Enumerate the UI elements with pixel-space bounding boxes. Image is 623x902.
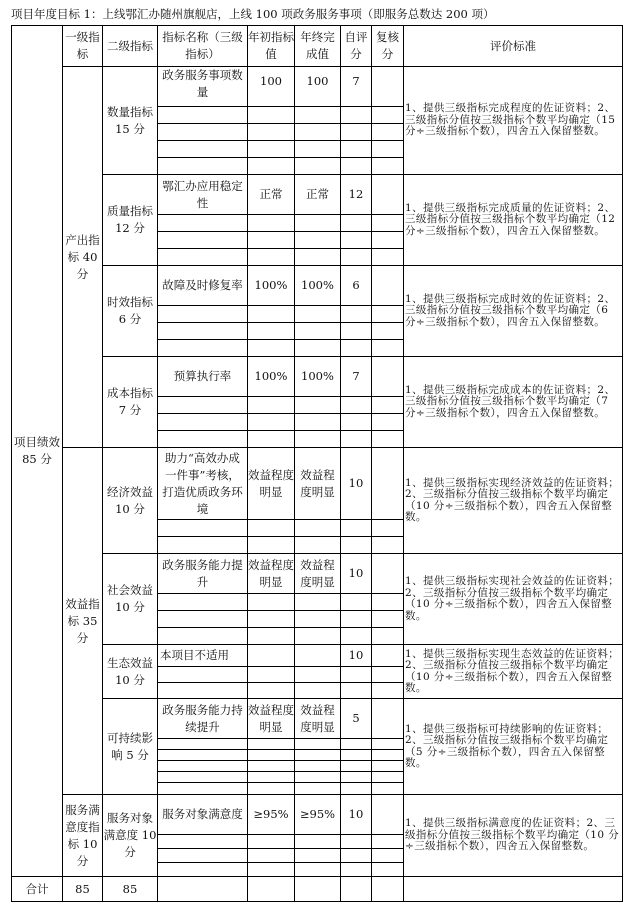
header-row [12,26,623,67]
table-row [12,266,623,306]
indicator-name: 故障及时修复率 [158,266,248,306]
criteria-text: 1、提供三级指标实现经济效益的佐证资料；2、三级指标分值按三级指标个数平均确定（10 分÷三级指标个数），四舍五入保留整数。 [404,448,623,554]
self-score: 10 [341,645,372,667]
project-goal: 项目年度目标 1：上线鄂汇办随州旗舰店，上线 100 项政务服务事项（即服务总数达 200 项） [11,7,495,21]
table-row [12,699,623,739]
header-self-score: 自评分 [341,26,372,67]
indicator-name: 本项目不适用 [158,645,248,667]
level2-timeliness: 时效指标 6 分 [103,266,158,357]
total-level2: 85 [103,877,158,902]
table-row [12,357,623,397]
initial-value: 效益程度明显 [248,699,295,739]
review-score [372,448,404,520]
level2-sustainable: 可持续影响 5 分 [103,699,158,795]
indicator-name: 政务服务事项数量 [158,67,248,107]
initial-value: 正常 [248,175,295,215]
total-label: 合计 [12,877,63,902]
final-value: 效益程度明显 [295,554,341,594]
final-value: ≥95% [295,795,341,835]
final-value: 效益程度明显 [295,699,341,739]
indicator-name: 服务对象满意度 [158,795,248,835]
table-row [12,175,623,215]
level2-quality: 质量指标 12 分 [103,175,158,266]
self-score: 7 [341,67,372,107]
header-review-score: 复核分 [372,26,404,67]
header-level1: 一级指标 [63,26,103,67]
level2-ecological: 生态效益 10 分 [103,645,158,699]
criteria-text: 1、提供三级指标完成成本的佐证资料；2、三级指标分值按三级指标个数平均确定（7 分÷三级指标个数），四舍五入保留整数。 [404,357,623,448]
total-row [12,877,623,902]
table-row [12,795,623,835]
group-satisfaction: 服务满意度指标 10 分 [63,795,103,877]
initial-value [248,645,295,667]
review-score [372,67,404,107]
initial-value: 100% [248,357,295,397]
final-value: 100% [295,357,341,397]
header-indicator-name: 指标名称（三级指标） [158,26,248,67]
final-value [295,645,341,667]
level2-satisfaction: 服务对象满意度 10 分 [103,795,158,877]
table-row [12,67,623,107]
indicator-name: 政务服务能力持续提升 [158,699,248,739]
initial-value: 100 [248,67,295,107]
review-score [372,554,404,594]
review-score [372,357,404,397]
table-row [12,645,623,667]
header-final-value: 年终完成值 [295,26,341,67]
criteria-text: 1、提供三级指标满意度的佐证资料；2、三级指标分值按三级指标个数平均确定（10 分÷三级指标个数），四舍五入保留整数。 [404,795,623,877]
performance-evaluation-table [11,25,623,902]
table-row [12,448,623,520]
level2-cost: 成本指标 7 分 [103,357,158,448]
total-level1: 85 [63,877,103,902]
self-score: 7 [341,357,372,397]
self-score: 10 [341,795,372,835]
indicator-name: 预算执行率 [158,357,248,397]
review-score [372,645,404,667]
self-score: 5 [341,699,372,739]
level2-social: 社会效益 10 分 [103,554,158,645]
review-score [372,175,404,215]
initial-value: ≥95% [248,795,295,835]
self-score: 12 [341,175,372,215]
review-score [372,266,404,306]
header-level2: 二级指标 [103,26,158,67]
project-label-cell: 项目绩效85 分 [12,26,63,877]
final-value: 100 [295,67,341,107]
level2-quantity: 数量指标 15 分 [103,67,158,175]
indicator-name: 助力“高效办成一件事”考核，打造优质政务环境 [158,448,248,520]
self-score: 10 [341,448,372,520]
level2-economic: 经济效益 10 分 [103,448,158,554]
final-value: 效益程度明显 [295,448,341,520]
final-value: 100% [295,266,341,306]
table-row [12,554,623,594]
criteria-text: 1、提供三级指标完成质量的佐证资料；2、三级指标分值按三级指标个数平均确定（12 分÷三级指标个数），四舍五入保留整数。 [404,175,623,266]
header-initial-value: 年初指标值 [248,26,295,67]
initial-value: 效益程度明显 [248,554,295,594]
criteria-text: 1、提供三级指标完成时效的佐证资料；2、三级指标分值按三级指标个数平均确定（6 分÷三级指标个数），四舍五入保留整数。 [404,266,623,357]
criteria-text: 1、提供三级指标实现生态效益的佐证资料；2、三级指标分值按三级指标个数平均确定（10 分÷三级指标个数），四舍五入保留整数。 [404,645,623,699]
initial-value: 效益程度明显 [248,448,295,520]
initial-value: 100% [248,266,295,306]
criteria-text: 1、提供三级指标可持续影响的佐证资料；2、三级指标分值按三级指标个数平均确定（5 分÷三级指标个数），四舍五入保留整数。 [404,699,623,795]
indicator-name: 鄂汇办应用稳定性 [158,175,248,215]
group-output: 产出指标 40分 [63,67,103,448]
self-score: 10 [341,554,372,594]
criteria-text: 1、提供三级指标实现社会效益的佐证资料；2、三级指标分值按三级指标个数平均确定（10 分÷三级指标个数），四舍五入保留整数。 [404,554,623,645]
criteria-text: 1、提供三级指标完成程度的佐证资料；2、三级指标分值按三级指标个数平均确定（15 分÷三级指标个数），四舍五入保留整数。 [404,67,623,175]
final-value: 正常 [295,175,341,215]
review-score [372,795,404,835]
review-score [372,699,404,739]
header-criteria: 评价标准 [404,26,623,67]
self-score: 6 [341,266,372,306]
group-benefit: 效益指标 35分 [63,448,103,795]
indicator-name: 政务服务能力提升 [158,554,248,594]
